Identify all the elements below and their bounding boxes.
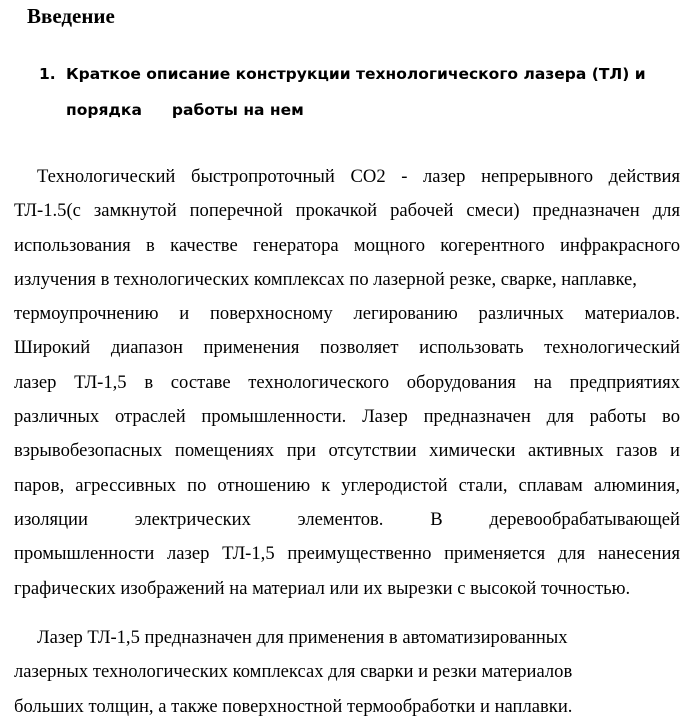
paragraph-1-line: Широкий диапазон применения позволяет использовать технологический [14,337,680,359]
paragraph-1-line: различных отраслей промышленности. Лазер предназначен для работы во [14,406,680,428]
section-title-part-1: Краткое описание конструкции технологического лазера (ТЛ) и [66,65,646,83]
section-title-part-2: порядка [66,101,142,119]
body-paragraph-1 [14,160,680,606]
paragraph-1-line: ТЛ-1.5(с замкнутой поперечной прокачкой рабочей смеси) предназначен для [14,200,680,222]
paragraph-1-line: промышленности лазер ТЛ-1,5 преимущественно применяется для нанесения [14,543,680,565]
paragraph-1-line: Технологический быстропроточный СО2 - лазер непрерывного действия [37,166,680,187]
paragraph-1-line: изоляции электрических элементов. В деревообрабатывающей [14,508,680,530]
paragraph-1-line: лазер ТЛ-1,5 в составе технологического оборудования на предприятиях [14,371,680,393]
paragraph-2-line: лазерных технологических комплексах для сварки и резки материалов [14,661,573,683]
paragraph-1-line: термоупрочнению и поверхносному легированию различных материалов. [14,303,680,325]
section-heading [39,56,646,128]
paragraph-1-line: графических изображений на материал или их вырезки с высокой точностью. [14,577,631,599]
paragraph-1-line: взрывобезопасных помещениях при отсутствии химически активных газов и [14,440,680,462]
paragraph-2-line: больших толщин, а также поверхностной термообработки и наплавки. [14,695,573,717]
page-title: Введение [27,4,115,28]
paragraph-1-line: излучения в технологических комплексах по лазерной резке, сварке, наплавке, [14,268,637,290]
section-heading-line-1 [39,56,646,92]
paragraph-1-line: использования в качестве генератора мощного когерентного инфракрасного [14,234,680,256]
body-paragraph-2 [14,621,680,724]
paragraph-1-line: паров, агрессивных по отношению к углеродистой стали, сплавам алюминия, [14,474,680,496]
section-title-part-3: работы на нем [171,101,304,119]
section-number: 1. [39,65,56,83]
paragraph-2-line: Лазер ТЛ-1,5 предназначен для применения в автоматизированных [37,627,568,648]
section-heading-line-2 [39,92,639,128]
